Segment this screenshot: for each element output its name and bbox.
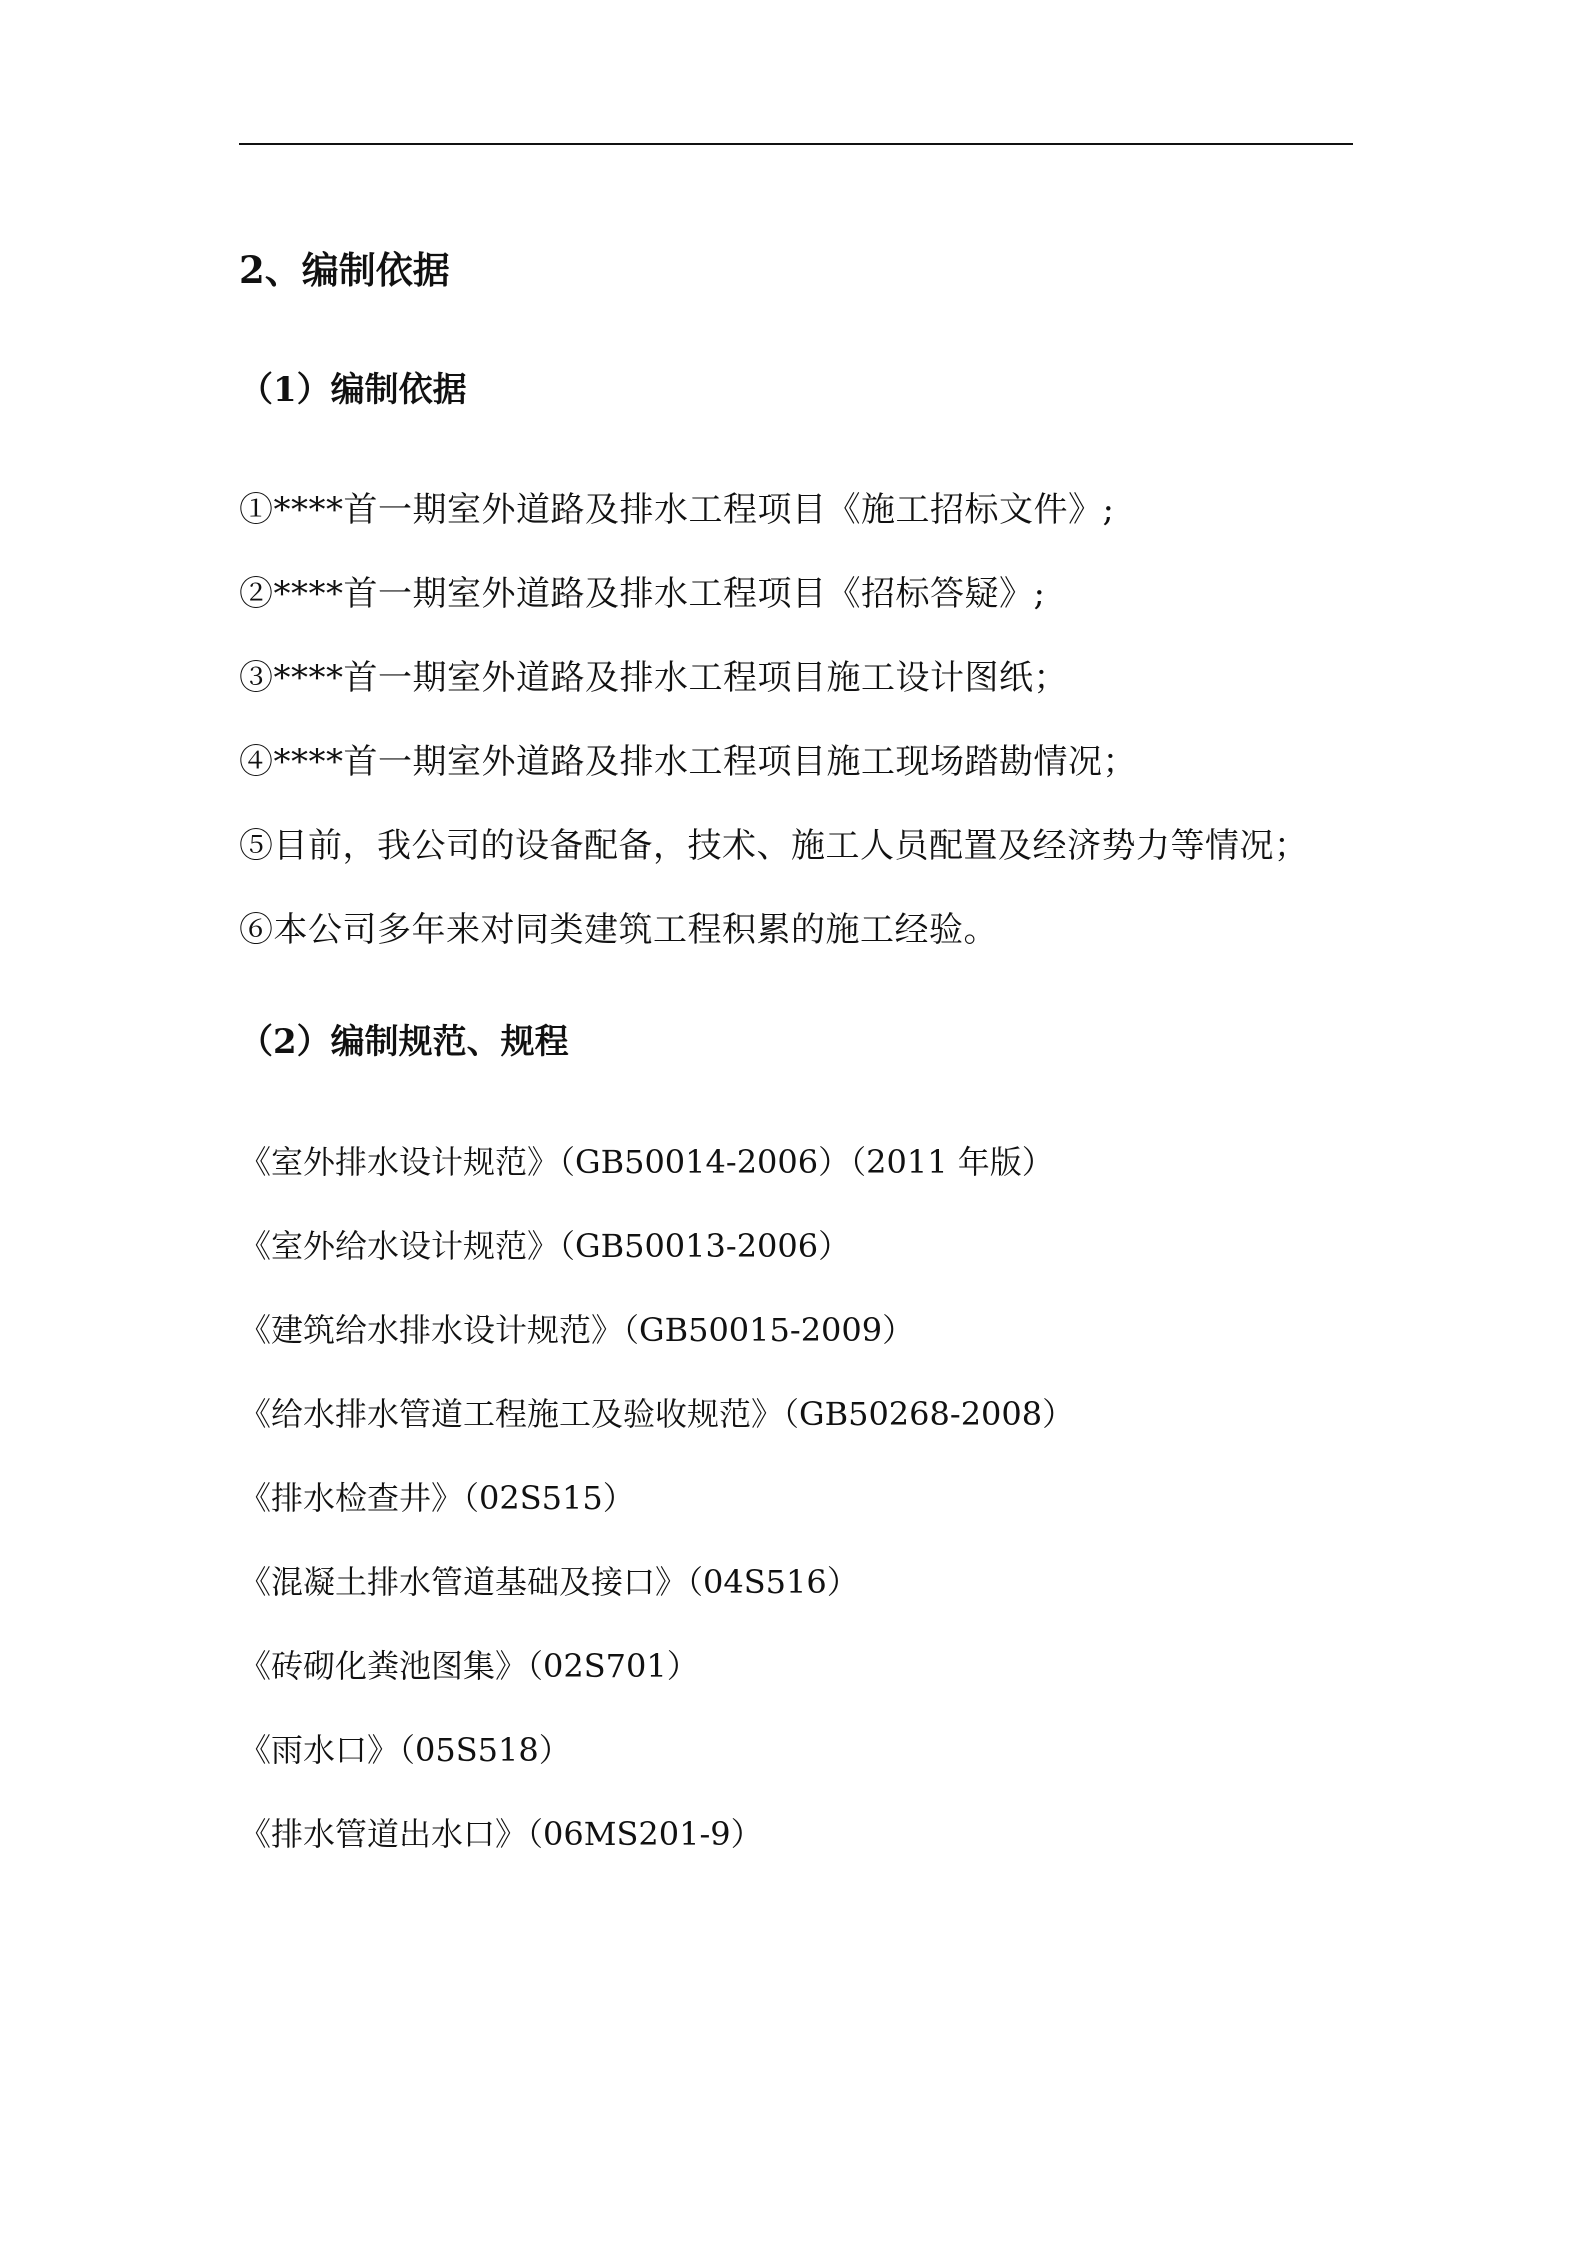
list-item: 《排水管道出水口》（06MS201-9）	[239, 1815, 763, 1853]
specs-list	[239, 1137, 1074, 1893]
list-item: 《砖砌化粪池图集》（02S701）	[239, 1647, 699, 1685]
basis-subtitle: （1）编制依据	[239, 370, 467, 410]
list-item: 《建筑给水排水设计规范》（GB50015-2009）	[239, 1311, 915, 1349]
basis-list	[239, 485, 1309, 989]
list-item: ③****首一期室外道路及排水工程项目施工设计图纸；	[239, 658, 1068, 698]
specs-subtitle: （2）编制规范、规程	[239, 1022, 569, 1062]
list-item: ①****首一期室外道路及排水工程项目《施工招标文件》;	[239, 490, 1115, 530]
list-item: ⑤目前，我公司的设备配备，技术、施工人员配置及经济势力等情况；	[239, 826, 1309, 866]
list-item: ④****首一期室外道路及排水工程项目施工现场踏勘情况；	[239, 742, 1137, 782]
list-item: 《排水检查井》（02S515）	[239, 1479, 635, 1517]
list-item: 《给水排水管道工程施工及验收规范》（GB50268-2008）	[239, 1395, 1075, 1433]
list-item: 《混凝土排水管道基础及接口》（04S516）	[239, 1563, 859, 1601]
header-rule	[239, 143, 1353, 145]
list-item: 《室外给水设计规范》（GB50013-2006）	[239, 1227, 851, 1265]
list-item: ⑥本公司多年来对同类建筑工程积累的施工经验。	[239, 910, 998, 950]
list-item: ②****首一期室外道路及排水工程项目《招标答疑》;	[239, 574, 1046, 614]
list-item: 《雨水口》（05S518）	[239, 1731, 571, 1769]
section-title: 2、编制依据	[239, 248, 450, 292]
list-item: 《室外排水设计规范》（GB50014-2006）（2011 年版）	[239, 1143, 1054, 1181]
